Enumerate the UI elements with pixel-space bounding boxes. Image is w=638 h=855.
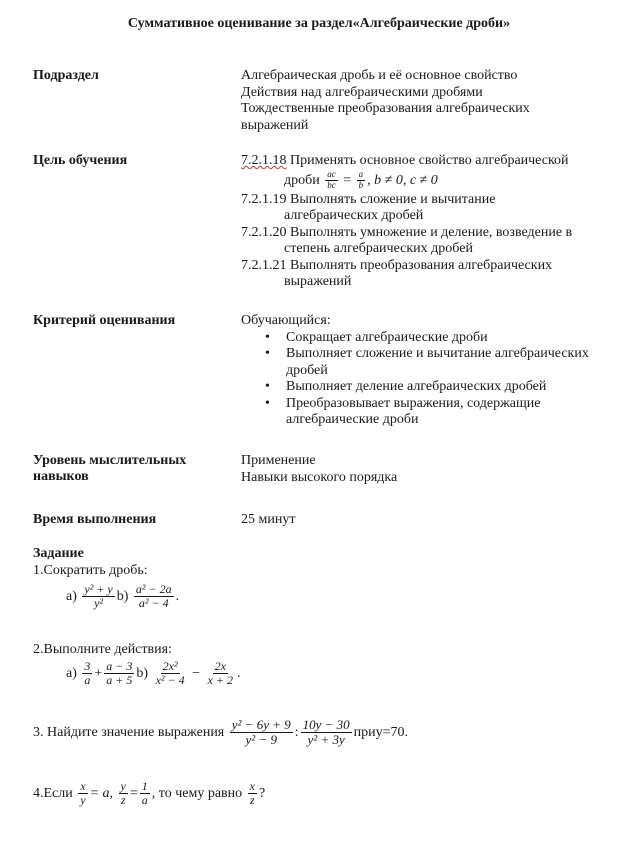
goal-text: Применять основное свойство алгебраической: [290, 153, 569, 168]
fraction-numerator: ac: [327, 168, 336, 179]
criteria-bullet: [286, 346, 589, 379]
task-2-fraction-1: [82, 660, 92, 687]
criteria-bullet: [286, 330, 589, 347]
fraction-denominator: y² − 9: [245, 732, 277, 748]
fraction-numerator: 1: [141, 779, 148, 793]
fraction-denominator: a² − 4: [138, 596, 169, 611]
goal-value: [241, 153, 572, 291]
subsection-label: Подраздел: [33, 68, 99, 83]
goal-item-4-cont: выражений: [284, 274, 352, 289]
criteria-bullet: [286, 379, 589, 396]
operator: =: [129, 785, 138, 801]
criteria-text: Выполняет сложение и вычитание алгебраических: [286, 346, 589, 361]
task-2-fraction-4: [206, 660, 235, 687]
fraction-denominator: a: [84, 673, 91, 688]
criteria-list: [241, 330, 589, 429]
task-item-letter: b): [136, 665, 149, 681]
fraction-denominator: z: [120, 793, 126, 808]
criteria-intro: Обучающийся:: [241, 313, 331, 328]
fraction-numerator: y² + y: [84, 582, 113, 596]
task-end-mark: .: [236, 665, 241, 681]
goal-condition: , b ≠ 0, c ≠ 0: [367, 172, 438, 188]
fraction-denominator: a + 5: [106, 673, 133, 688]
task-2-text: 2.Выполните действия:: [33, 642, 172, 657]
time-value: 25 минут: [241, 512, 296, 527]
fraction-denominator: a: [141, 793, 148, 808]
task-4-fraction-4: [248, 780, 257, 807]
goal-item-2: 7.2.1.19 Выполнять сложение и вычитание: [241, 191, 496, 207]
task-3-fraction-2: [301, 718, 352, 748]
task-4-fraction-2: [119, 780, 128, 807]
goal-label: Цель обучения: [33, 153, 128, 168]
subsection-line: Действия над алгебраическими дробями: [241, 84, 483, 100]
time-label: Время выполнения: [33, 512, 157, 527]
fraction-denominator: b: [358, 179, 364, 190]
goal-item-3: 7.2.1.20 Выполнять умножение и деление, возведение в: [241, 224, 573, 240]
skills-value: [241, 453, 397, 486]
goal-item-3-cont: степень алгебраических дробей: [284, 241, 473, 256]
task-1-fraction-b: [134, 583, 174, 610]
subsection-value: [241, 68, 530, 134]
task-2-fraction-3: [154, 660, 187, 687]
fraction-denominator: bc: [327, 179, 336, 190]
skills-label: [33, 453, 186, 485]
operator: :: [294, 725, 299, 741]
task-2-expression: [66, 660, 240, 687]
criteria-text: Выполняет деление алгебраических дробей: [286, 379, 547, 394]
goal-fraction-ac-bc: [325, 170, 338, 191]
fraction-numerator: a − 3: [106, 659, 133, 673]
goal-item-1: [241, 153, 572, 170]
fraction-numerator: y² − 6y + 9: [231, 717, 291, 732]
fraction-denominator: x² − 4: [155, 673, 185, 688]
goal-equals: =: [343, 172, 352, 188]
fraction-numerator: x: [249, 779, 255, 793]
fraction-numerator: a: [358, 168, 364, 179]
task-1-expression: [66, 583, 179, 610]
task-end-mark: ?: [258, 785, 266, 801]
operator: +: [94, 665, 103, 681]
task-1-fraction-a: [82, 583, 114, 610]
criteria-label: Критерий оценивания: [33, 313, 176, 328]
task-3-fraction-1: [230, 718, 293, 748]
fraction-numerator: 10y − 30: [302, 717, 350, 732]
skills-value-line: Навыки высокого порядка: [241, 469, 398, 485]
goal-item-1-formula: [241, 170, 572, 192]
fraction-denominator: y: [80, 793, 86, 808]
fraction-denominator: x + 2: [207, 673, 233, 688]
task-item-letter: а): [66, 588, 77, 604]
task-end-mark: .: [175, 588, 180, 604]
fraction-numerator: 2x²: [162, 659, 178, 673]
task-4-fraction-3: [140, 780, 150, 807]
goal-code: 7.2.1.18: [241, 153, 287, 168]
goal-item-2-cont: алгебраических дробей: [284, 208, 424, 223]
document-title: Суммативное оценивание за раздел«Алгебраические дроби»: [127, 16, 511, 31]
task-3-expression: [33, 718, 408, 748]
skills-label-line: Уровень мыслительных: [33, 453, 187, 468]
goal-formula-prefix: дроби: [284, 172, 320, 188]
goal-item-4: 7.2.1.21 Выполнять преобразования алгебраических: [241, 257, 553, 273]
criteria-text: алгебраические дроби: [286, 412, 419, 427]
task-3-tail: приу=70.: [353, 725, 409, 741]
skills-value-line: Применение: [241, 453, 316, 468]
subsection-line: Тождественные преобразования алгебраических: [241, 101, 530, 116]
criteria-text: дробей: [286, 362, 328, 378]
criteria-text: Преобразовывает выражения, содержащие: [286, 395, 541, 411]
criteria-value: [241, 313, 589, 429]
task-4-expression: [33, 780, 265, 807]
task-item-letter: b): [116, 588, 129, 604]
fraction-numerator: 3: [84, 659, 91, 673]
task-4-fraction-1: [78, 780, 87, 807]
criteria-text: Сокращает алгебраические дроби: [286, 329, 488, 345]
task-4-middle-text: , то чему равно: [151, 785, 243, 801]
task-3-text: 3. Найдите значение выражения: [33, 725, 225, 741]
task-4-equals: = a,: [89, 785, 114, 801]
task-2-fraction-2: [104, 660, 134, 687]
goal-fraction-a-b: [357, 170, 366, 191]
fraction-numerator: 2x: [214, 659, 226, 673]
task-1-text: 1.Сократить дробь:: [33, 563, 148, 578]
fraction-denominator: z: [249, 793, 255, 808]
tasks-heading: Задание: [33, 546, 84, 561]
operator: −: [192, 665, 201, 681]
skills-label-line: навыков: [33, 469, 89, 484]
task-item-letter: а): [66, 665, 77, 681]
fraction-denominator: y² + 3y: [307, 732, 345, 748]
fraction-numerator: x: [80, 779, 86, 793]
subsection-line: Алгебраическая дробь и её основное свойство: [241, 68, 518, 83]
subsection-line: выражений: [241, 117, 309, 133]
fraction-numerator: y: [120, 779, 126, 793]
fraction-denominator: y²: [94, 596, 104, 611]
criteria-bullet: [286, 396, 589, 429]
fraction-numerator: a² − 2a: [135, 582, 172, 596]
task-4-text: 4.Если: [33, 785, 73, 801]
